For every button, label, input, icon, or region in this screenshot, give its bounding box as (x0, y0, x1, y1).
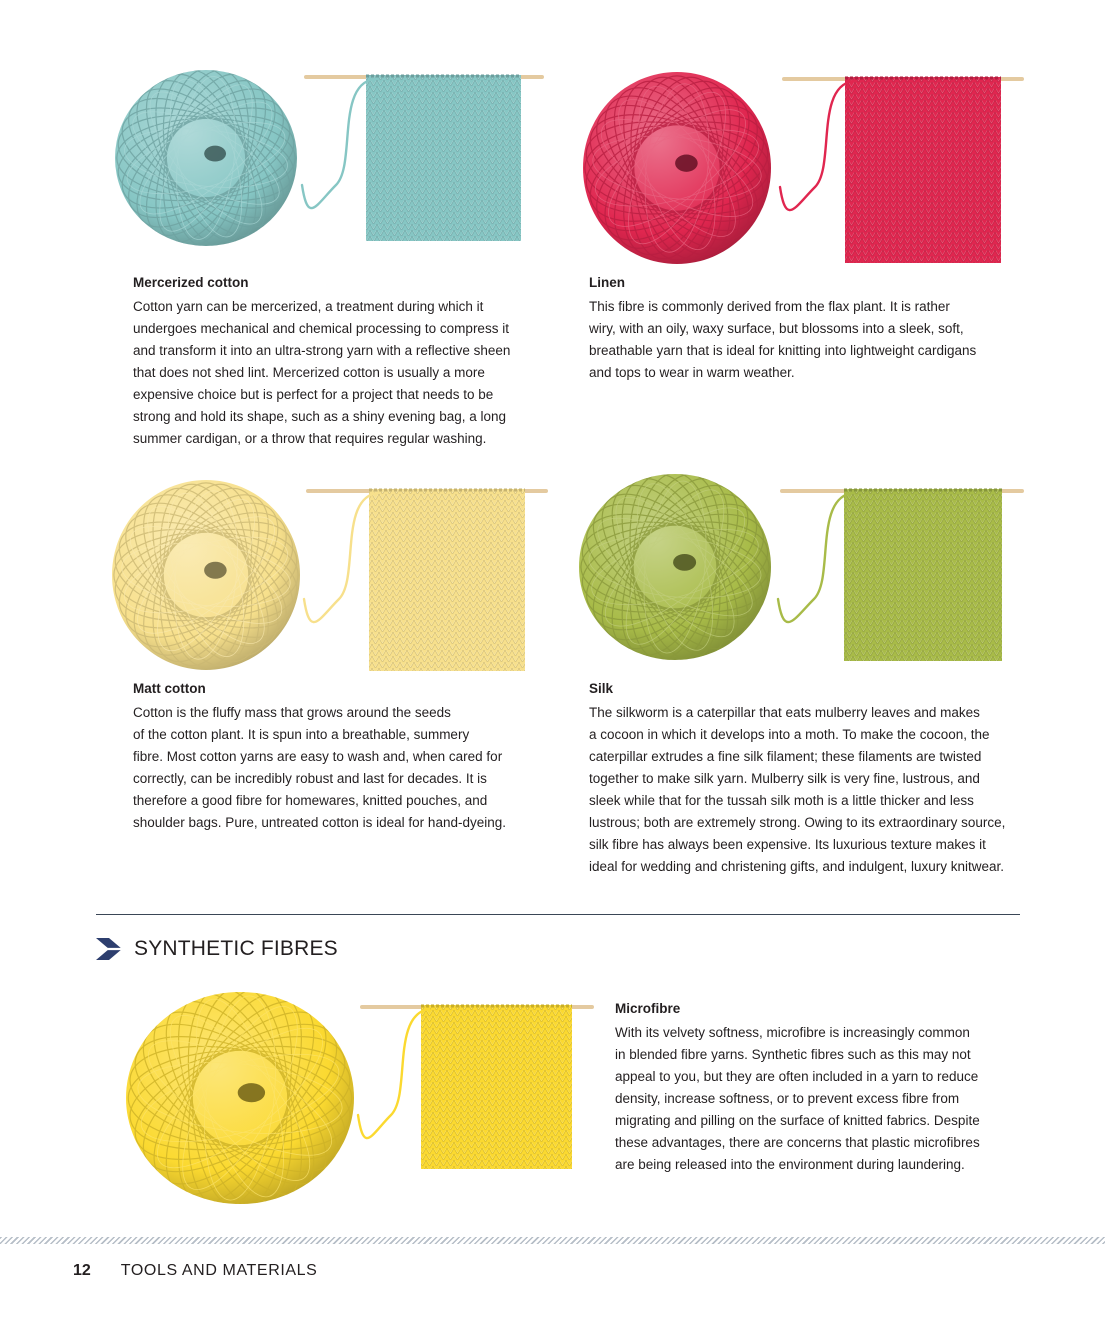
yarn-ball-icon (581, 70, 773, 266)
running-head: TOOLS AND MATERIALS (120, 1262, 318, 1279)
section-header (96, 933, 338, 965)
entry-body: With its velvety softness, microfibre is increasingly common in blended fibre yarns. Synthetic fibres such as this may not appeal to you, but they are often included in a yarn to reduce density, increase softness, or to prevent excess fibre from migrating and pilling on the surface of knitted fabrics. Despite these advantages, there are concerns that plastic microfibres are being released into the environment during laundering. (615, 1025, 980, 1172)
entry-body: The silkworm is a caterpillar that eats mulberry leaves and makes a cocoon in which it develops into a moth. To make the cocoon, the caterpillar extrudes a fine silk filament; these filaments are twisted together to make silk yarn. Mulberry silk is very fine, lustrous, and sleek while that for the tussah silk moth is a little thicker and less lustrous; both are extremely strong. Owing to its extraordinary source, silk fibre has always been expensive. Its luxurious texture makes it ideal for wedding and christening gifts, and indulgent, luxury knitwear. (589, 705, 1006, 874)
yarn-ball-icon (113, 68, 299, 248)
entry-title: Matt cotton (133, 681, 206, 696)
section-title: SYNTHETIC FIBRES (134, 937, 338, 960)
yarn-ball-microfibre (124, 990, 356, 1206)
yarn-ball-icon (577, 472, 773, 662)
yarn-ball-mercerized-cotton (113, 68, 299, 248)
entry-body: Cotton is the fluffy mass that grows around the seeds of the cotton plant. It is spun into a breathable, summery fibre. Most cotton yarns are easy to wash and, when cared for correctly, can be incredibly robust and last for decades. It is therefore a good fibre for homewares, knitted pouches, and shoulder bags. Pure, untreated cotton is ideal for hand-dyeing. (133, 705, 506, 830)
yarn-ball-matt-cotton (110, 478, 302, 672)
yarn-ball-icon (124, 990, 356, 1206)
entry-matt-cotton (133, 678, 553, 834)
knitted-swatch-icon (300, 68, 546, 248)
swatch-mercerized-cotton (300, 68, 546, 248)
page-number: 12 (73, 1262, 91, 1279)
entry-title: Linen (589, 275, 625, 290)
entry-title: Mercerized cotton (133, 275, 249, 290)
knitted-swatch-icon (778, 70, 1026, 270)
swatch-silk (776, 482, 1026, 668)
yarn-ball-silk (577, 472, 773, 662)
page-footer (73, 1262, 317, 1284)
entry-body: Cotton yarn can be mercerized, a treatment during which it undergoes mechanical and chemical processing to compress it and transform it into an ultra-strong yarn with a reflective sheen that does not shed lint. Mercerized cotton is usually a more expensive choice but is perfect for a project that needs to be strong and hold its shape, such as a shiny evening bag, a long summer cardigan, or a throw that requires regular washing. (133, 299, 511, 446)
entry-silk (589, 678, 1039, 878)
swatch-linen (778, 70, 1026, 270)
entry-title: Silk (589, 681, 614, 696)
knitted-swatch-icon (356, 998, 596, 1176)
entry-title: Microfibre (615, 1001, 681, 1016)
knitted-swatch-icon (302, 482, 550, 678)
yarn-ball-icon (110, 478, 302, 672)
entry-microfibre (615, 998, 1035, 1176)
entry-mercerized-cotton (133, 272, 553, 450)
entry-linen (589, 272, 1029, 384)
section-divider (96, 914, 1020, 915)
knitted-swatch-icon (776, 482, 1026, 668)
swatch-microfibre (356, 998, 596, 1176)
yarn-ball-linen (581, 70, 773, 266)
chevron-right-icon (96, 938, 122, 960)
swatch-matt-cotton (302, 482, 550, 678)
footer-hatch-band (0, 1237, 1105, 1244)
entry-body: This fibre is commonly derived from the flax plant. It is rather wiry, with an oily, waxy surface, but blossoms into a sleek, soft, breathable yarn that is ideal for knitting into lightweight cardigans and tops to wear in warm weather. (589, 299, 977, 380)
